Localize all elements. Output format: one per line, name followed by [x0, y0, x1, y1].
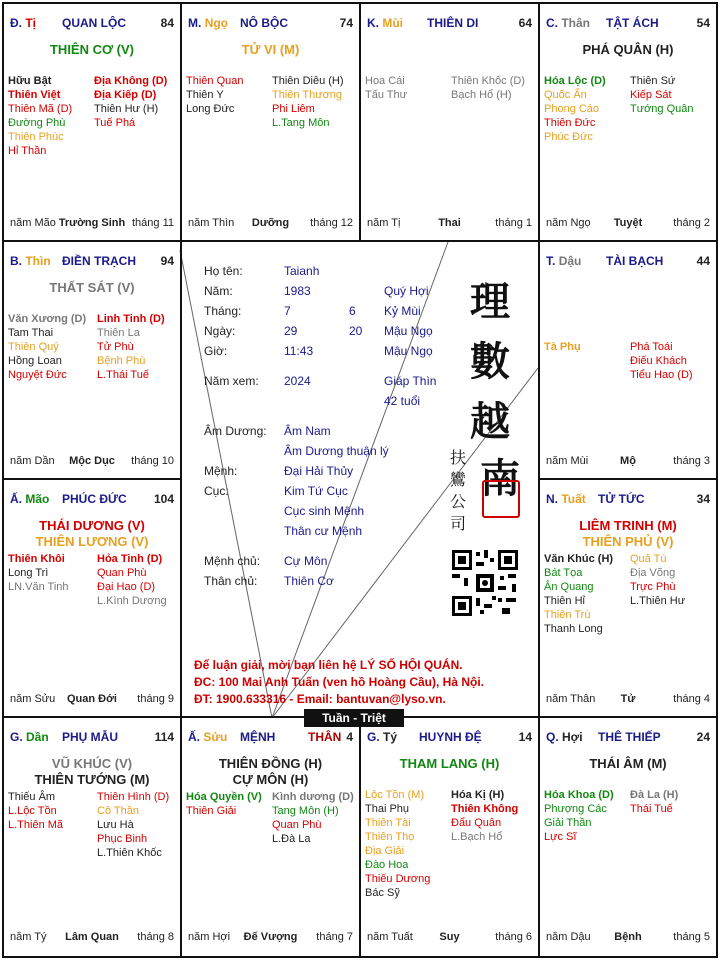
footer-year: năm Mão — [10, 217, 56, 229]
palace-cell-ty[interactable] — [361, 718, 538, 954]
minor-star: Thiên Không — [451, 803, 519, 815]
palace-footer — [188, 217, 353, 231]
minor-star: L.Kình Dương — [97, 595, 167, 607]
star-list-right — [451, 74, 525, 102]
footer-year: năm Thìn — [188, 217, 235, 229]
palace-number: 104 — [153, 492, 174, 506]
label-hour: Giờ: — [204, 344, 228, 358]
minor-star: Phi Liêm — [272, 103, 315, 115]
minor-star — [630, 326, 693, 340]
minor-star: Phong Cáo — [544, 103, 600, 115]
minor-star: Đường Phù — [8, 117, 66, 129]
minor-star: Tử Phù — [97, 341, 134, 353]
branch-label: G. Tý — [367, 730, 398, 744]
footer-stage: Đế Vượng — [243, 931, 298, 943]
minor-star: Thiên La — [97, 327, 140, 339]
minor-star: Thiếu Dương — [365, 873, 431, 885]
palace-cell-dau[interactable] — [540, 242, 716, 478]
minor-star: Thanh Long — [544, 623, 603, 635]
value-day-lunar: 20 — [349, 324, 363, 338]
branch-label: Q. Hợi — [546, 730, 583, 744]
minor-star: Long Trì — [8, 567, 49, 579]
palace-header — [188, 730, 353, 746]
palace-name: QUAN LỘC — [62, 16, 126, 30]
footer-year: năm Sửu — [10, 693, 56, 705]
minor-star: Thiên Giải — [186, 805, 237, 817]
palace-header — [546, 16, 710, 32]
value-hour: 11:43 — [284, 344, 314, 358]
minor-star: Thiên Sứ — [630, 75, 676, 87]
palace-header — [10, 254, 174, 270]
value-name: Taianh — [284, 264, 320, 278]
star-list-left — [544, 788, 614, 844]
palace-header — [10, 16, 174, 32]
minor-star: Tà Phụ — [544, 341, 581, 353]
label-year: Năm: — [204, 284, 233, 298]
footer-stage: Tuyệt — [613, 217, 643, 229]
footer-year: năm Hợi — [188, 931, 231, 943]
center-info — [182, 242, 538, 718]
minor-star: Thiên Hình (D) — [97, 791, 170, 803]
minor-star: Địa Không (D) — [94, 75, 168, 87]
footer-month: tháng 12 — [310, 217, 353, 229]
palace-footer — [546, 217, 710, 231]
value-month-lunar: 6 — [349, 304, 356, 318]
footer-year: năm Tị — [367, 217, 401, 229]
star-list-left — [8, 790, 63, 832]
main-star: PHÁ QUÂN (H) — [582, 42, 674, 57]
minor-star: Linh Tinh (D) — [97, 313, 165, 325]
palace-name: TỬ TỨC — [598, 492, 645, 506]
minor-star: Bác Sỹ — [365, 887, 400, 899]
footer-month: tháng 11 — [131, 217, 174, 229]
palace-footer — [10, 931, 174, 945]
minor-star: Đại Hao (D) — [97, 581, 156, 593]
footer-year: năm Dậu — [546, 931, 591, 943]
label-view-year: Năm xem: — [204, 374, 259, 388]
palace-footer — [367, 217, 532, 231]
minor-star: Tiểu Hao (D) — [630, 369, 693, 381]
minor-star: Hồng Loan — [8, 355, 62, 367]
palace-header — [546, 492, 710, 508]
minor-star — [544, 312, 581, 326]
label-month: Tháng: — [204, 304, 242, 318]
palace-footer — [546, 931, 710, 945]
palace-header — [10, 730, 174, 746]
minor-star: Thiên Mã (D) — [8, 103, 73, 115]
footer-month: tháng 7 — [316, 931, 353, 943]
palace-number: 84 — [160, 16, 174, 30]
minor-star: Thiên Thương — [272, 89, 343, 101]
main-star: THIÊN LƯƠNG (V) — [35, 534, 149, 549]
stamp-char: 鸞 — [450, 470, 467, 489]
footer-stage: Dưỡng — [251, 217, 290, 229]
palace-cell-thin[interactable] — [4, 242, 180, 478]
grid-line — [359, 718, 361, 958]
value-view-year: 2024 — [284, 374, 311, 388]
star-list-left — [544, 74, 606, 144]
stamp-char: 司 — [450, 514, 467, 533]
palace-name: MỆNH — [240, 730, 276, 744]
footer-month: tháng 1 — [495, 217, 532, 229]
main-star: THIÊN ĐỒNG (H) — [218, 756, 323, 771]
minor-star: Hỉ Thần — [8, 145, 47, 157]
footer-month: tháng 4 — [673, 693, 710, 705]
main-star: THÁI DƯƠNG (V) — [39, 518, 145, 533]
star-list-right — [97, 312, 165, 382]
label-menh-chu: Mệnh chủ: — [204, 554, 261, 568]
value-hour-can: Mậu Ngọ — [384, 344, 433, 358]
value-view-can: Giáp Thìn — [384, 374, 437, 388]
footer-month: tháng 6 — [495, 931, 532, 943]
star-list-right — [630, 74, 694, 116]
value-cuc-2: Cục sinh Mệnh — [284, 504, 365, 518]
tuan-triet-badge: Tuần - Triệt — [304, 709, 404, 727]
minor-star: Tướng Quân — [630, 103, 694, 115]
grid-line — [359, 2, 361, 242]
minor-star: Thiên Phúc — [8, 131, 64, 143]
label-day: Ngày: — [204, 324, 236, 338]
footer-month: tháng 5 — [673, 931, 710, 943]
minor-star: Tấu Thư — [365, 89, 408, 101]
minor-star: Thai Phụ — [365, 803, 410, 815]
footer-stage: Quan Đới — [67, 693, 117, 705]
minor-star: Long Đức — [186, 103, 235, 115]
main-star: VŨ KHÚC (V) — [51, 756, 133, 771]
footer-month: tháng 2 — [673, 217, 710, 229]
star-list-left — [365, 788, 430, 900]
red-seal — [482, 480, 520, 518]
minor-star: Quan Phù — [97, 567, 147, 579]
palace-name: TÀI BẠCH — [606, 254, 664, 268]
calligraphy-char-1: 理 — [470, 278, 510, 325]
palace-number: 54 — [696, 16, 710, 30]
palace-name: HUYNH ĐỆ — [419, 730, 482, 744]
footer-stage: Mộ — [620, 455, 636, 467]
minor-star: L.Đà La — [272, 833, 311, 845]
minor-star: Quả Tú — [630, 553, 667, 565]
minor-star: Quốc Ấn — [544, 89, 587, 101]
palace-footer — [10, 217, 174, 231]
value-day: 29 — [284, 324, 298, 338]
star-list-right — [451, 788, 518, 844]
footer-stage: Lâm Quan — [65, 931, 119, 943]
footer-month: tháng 3 — [673, 455, 710, 467]
label-than-chu: Thân chủ: — [204, 574, 258, 588]
footer-month: tháng 9 — [137, 693, 174, 705]
stamp-char: 公 — [450, 492, 467, 511]
star-list-left — [544, 312, 581, 354]
branch-label: K. Mùi — [367, 16, 404, 30]
minor-star: Quan Phù — [272, 819, 322, 831]
minor-star: Cô Thần — [97, 805, 139, 817]
palace-number: 34 — [696, 492, 710, 506]
label-menh: Mệnh: — [204, 464, 238, 478]
palace-number: 114 — [154, 730, 174, 744]
minor-star: Địa Kiếp (D) — [94, 89, 157, 101]
palace-cell-tuat[interactable] — [540, 480, 716, 716]
branch-label: G. Dần — [10, 730, 49, 744]
grid-line — [538, 2, 540, 958]
minor-star: Thiên Trù — [544, 609, 591, 621]
value-year: 1983 — [284, 284, 311, 298]
palace-header — [546, 254, 710, 270]
contact-line-2: ĐC: 100 Mai Anh Tuấn (ven hồ Hoàng Cầu), Hà Nội. — [194, 675, 485, 689]
palace-footer — [10, 455, 174, 469]
palace-name-secondary: THÂN — [308, 730, 342, 744]
label-am-duong: Âm Dương: — [204, 424, 267, 438]
footer-year: năm Mùi — [546, 455, 589, 467]
palace-cell-suu[interactable] — [182, 718, 359, 954]
palace-number: 4 — [346, 730, 353, 744]
minor-star: Đào Hoa — [365, 859, 409, 871]
value-than-chu: Thiên Cơ — [284, 574, 334, 588]
calligraphy-char-4: 南 — [480, 455, 520, 502]
main-star: THIÊN TƯỚNG (M) — [34, 772, 150, 787]
footer-year: năm Tý — [10, 931, 47, 943]
footer-year: năm Ngọ — [546, 217, 591, 229]
grid-line — [2, 240, 718, 242]
palace-cell-than[interactable] — [540, 4, 716, 240]
footer-year: năm Dần — [10, 455, 55, 467]
minor-star: Địa Giải — [365, 845, 405, 857]
grid-line — [538, 478, 718, 480]
minor-star: Đà La (H) — [630, 789, 679, 801]
palace-name: THÊ THIẾP — [598, 730, 661, 744]
star-list-left — [544, 552, 613, 636]
palace-footer — [10, 693, 174, 707]
minor-star — [544, 326, 581, 340]
minor-star: Điếu Khách — [630, 355, 687, 367]
value-day-can: Mậu Ngọ — [384, 324, 433, 338]
minor-star: Văn Xương (D) — [8, 313, 87, 325]
palace-header — [10, 492, 174, 508]
minor-star: L.Tang Môn — [272, 117, 330, 129]
value-menh: Đại Hải Thủy — [284, 464, 354, 478]
branch-label: Đ. Tị — [10, 16, 37, 30]
star-list-right — [630, 312, 693, 382]
minor-star: Giải Thần — [544, 817, 592, 829]
seal-stamp — [450, 447, 472, 537]
minor-star — [630, 312, 693, 326]
minor-star: Hoa Cái — [365, 75, 405, 87]
palace-header — [367, 730, 532, 746]
footer-year: năm Thân — [546, 693, 596, 705]
minor-star: L.Lộc Tồn — [8, 805, 57, 817]
star-list-right — [97, 552, 167, 608]
star-list-right — [630, 788, 678, 816]
minor-star: L.Thiên Mã — [8, 819, 64, 831]
footer-stage: Mộc Dục — [69, 455, 115, 467]
minor-star: Văn Khúc (H) — [544, 553, 614, 565]
palace-footer — [546, 693, 710, 707]
label-name: Họ tên: — [204, 264, 243, 278]
footer-month: tháng 10 — [131, 455, 174, 467]
palace-cell-mui[interactable] — [361, 4, 538, 240]
palace-number: 14 — [518, 730, 532, 744]
palace-name: TẬT ÁCH — [606, 16, 659, 30]
minor-star: Phúc Đức — [544, 131, 593, 143]
minor-star: L.Bạch Hổ — [451, 831, 503, 843]
minor-star: Phượng Các — [544, 803, 607, 815]
palace-name: PHỤ MẪU — [62, 730, 118, 744]
branch-label: M. Ngọ — [188, 16, 229, 30]
minor-star: Thiên Quan — [186, 75, 244, 87]
minor-star: Bệnh Phù — [97, 355, 146, 367]
footer-stage: Suy — [439, 931, 460, 943]
star-list-right — [630, 552, 685, 608]
minor-star: Hữu Bật — [8, 75, 52, 87]
grid-line — [180, 2, 182, 958]
branch-label: B. Thìn — [10, 254, 51, 268]
minor-star: Phá Toái — [630, 341, 673, 353]
minor-star: Thiên Khôi — [8, 553, 65, 565]
minor-star: Tang Môn (H) — [272, 805, 339, 817]
minor-star: Đẩu Quân — [451, 817, 502, 829]
value-am-duong-2: Âm Dương thuận lý — [284, 444, 389, 458]
footer-stage: Bệnh — [614, 931, 642, 943]
value-menh-chu: Cự Môn — [284, 554, 328, 568]
palace-number: 44 — [696, 254, 710, 268]
main-star: THIÊN PHỦ (V) — [582, 534, 674, 549]
footer-month: tháng 8 — [137, 931, 174, 943]
minor-star: Nguyệt Đức — [8, 369, 67, 381]
palace-number: 24 — [696, 730, 710, 744]
palace-cell-ti[interactable] — [4, 4, 180, 240]
main-star: THIÊN CƠ (V) — [49, 42, 135, 57]
palace-header — [367, 16, 532, 32]
value-age: 42 tuổi — [384, 394, 421, 408]
minor-star: Hỏa Tinh (D) — [97, 553, 163, 565]
qr-code-icon[interactable] — [450, 548, 520, 618]
palace-footer — [188, 931, 353, 945]
value-month: 7 — [284, 304, 291, 318]
minor-star: LN.Văn Tinh — [8, 581, 69, 593]
branch-label: C. Thân — [546, 16, 591, 30]
minor-star: Kiếp Sát — [630, 89, 672, 101]
contact-line-3: ĐT: 1900.633316 - Email: bantuvan@lyso.vn. — [194, 692, 446, 706]
minor-star: Tuế Phá — [94, 117, 136, 129]
minor-star: Thiên Hỉ — [544, 595, 585, 607]
footer-stage: Tử — [620, 693, 636, 705]
palace-cell-ngo[interactable] — [182, 4, 359, 240]
minor-star: L.Thái Tuế — [97, 369, 149, 381]
minor-star: Thiên Hư (H) — [94, 103, 159, 115]
minor-star: Hóa Kị (H) — [451, 789, 505, 801]
palace-number: 64 — [518, 16, 532, 30]
minor-star: Phục Binh — [97, 833, 148, 845]
main-star: CỰ MÔN (H) — [232, 772, 309, 787]
minor-star: Lộc Tồn (M) — [365, 789, 425, 801]
minor-star: Lưu Hà — [97, 819, 134, 831]
footer-stage: Thai — [438, 217, 461, 229]
minor-star: Ân Quang — [544, 581, 594, 593]
footer-stage: Trường Sinh — [58, 217, 126, 229]
star-list-left — [186, 74, 243, 116]
calligraphy-char-3: 越 — [470, 398, 510, 445]
calligraphy-char-2: 數 — [470, 338, 510, 385]
minor-star: Thiên Thọ — [365, 831, 415, 843]
star-list-right — [97, 790, 169, 860]
star-list-left — [8, 74, 72, 158]
branch-label: N. Tuất — [546, 492, 586, 506]
minor-star: Hóa Lộc (D) — [544, 75, 606, 87]
palace-name: PHÚC ĐỨC — [62, 492, 127, 506]
value-cuc: Kim Tứ Cục — [284, 484, 348, 498]
minor-star: Địa Võng — [630, 567, 676, 579]
contact-line-1: Để luận giải, mời bạn liên hệ LÝ SỐ HỘI QUÁN. — [194, 658, 463, 672]
minor-star: Trực Phù — [630, 581, 676, 593]
palace-name: THIÊN DI — [427, 16, 479, 30]
main-star: LIÊM TRINH (M) — [579, 518, 677, 533]
minor-star: Thiên Diêu (H) — [272, 75, 344, 87]
minor-star: Hóa Quyền (V) — [186, 791, 262, 803]
minor-star: Bạch Hổ (H) — [451, 89, 512, 101]
minor-star: Thiên Y — [186, 89, 224, 101]
branch-label: Ấ. Mão — [10, 492, 50, 506]
palace-name: ĐIỀN TRẠCH — [62, 254, 136, 268]
minor-star: Thiếu Âm — [8, 791, 56, 803]
branch-label: Ấ. Sửu — [188, 730, 228, 744]
value-year-can: Quý Hợi — [384, 284, 429, 298]
main-star: THÁI ÂM (M) — [589, 756, 667, 771]
label-cuc: Cục: — [204, 484, 229, 498]
star-list-right — [272, 790, 354, 846]
palace-footer — [367, 931, 532, 945]
minor-star: Lực Sĩ — [544, 831, 577, 843]
minor-star: Thái Tuế — [630, 803, 673, 815]
footer-year: năm Tuất — [367, 931, 413, 943]
minor-star: Thiên Khốc (D) — [451, 75, 525, 87]
minor-star: Thiên Quý — [8, 341, 59, 353]
star-list-right — [94, 74, 167, 130]
star-list-left — [186, 790, 262, 818]
palace-number: 74 — [339, 16, 353, 30]
palace-number: 94 — [160, 254, 174, 268]
grid-line — [2, 478, 182, 480]
minor-star: L.Thiên Khốc — [97, 847, 162, 859]
palace-header — [546, 730, 710, 746]
palace-footer — [546, 455, 710, 469]
main-star: THAM LANG (H) — [399, 756, 500, 771]
palace-header — [188, 16, 353, 32]
value-am-duong: Âm Nam — [284, 424, 331, 438]
palace-cell-dan[interactable] — [4, 718, 180, 954]
main-star: TỬ VI (M) — [241, 42, 300, 57]
star-list-right — [272, 74, 344, 130]
star-list-left — [8, 312, 86, 382]
minor-star: Hóa Khoa (D) — [544, 789, 614, 801]
minor-star: Kình dương (D) — [272, 791, 354, 803]
star-list-left — [365, 74, 407, 102]
minor-star: Thiên Việt — [8, 89, 61, 101]
branch-label: T. Dậu — [546, 254, 582, 268]
palace-name: NÔ BỘC — [240, 16, 288, 30]
minor-star: L.Thiên Hư — [630, 595, 686, 607]
minor-star: Bát Tọa — [544, 567, 583, 579]
star-list-left — [8, 552, 69, 594]
minor-star: Thiên Tài — [365, 817, 411, 829]
minor-star: Tam Thai — [8, 327, 54, 339]
palace-cell-mao[interactable] — [4, 480, 180, 716]
main-star: THẤT SÁT (V) — [49, 280, 135, 295]
minor-star: Thiên Đức — [544, 117, 596, 129]
stamp-char: 扶 — [450, 448, 467, 467]
palace-cell-hoi[interactable] — [540, 718, 716, 954]
value-cuc-3: Thân cư Mệnh — [284, 524, 363, 538]
value-month-can: Kỷ Mùi — [384, 304, 421, 318]
